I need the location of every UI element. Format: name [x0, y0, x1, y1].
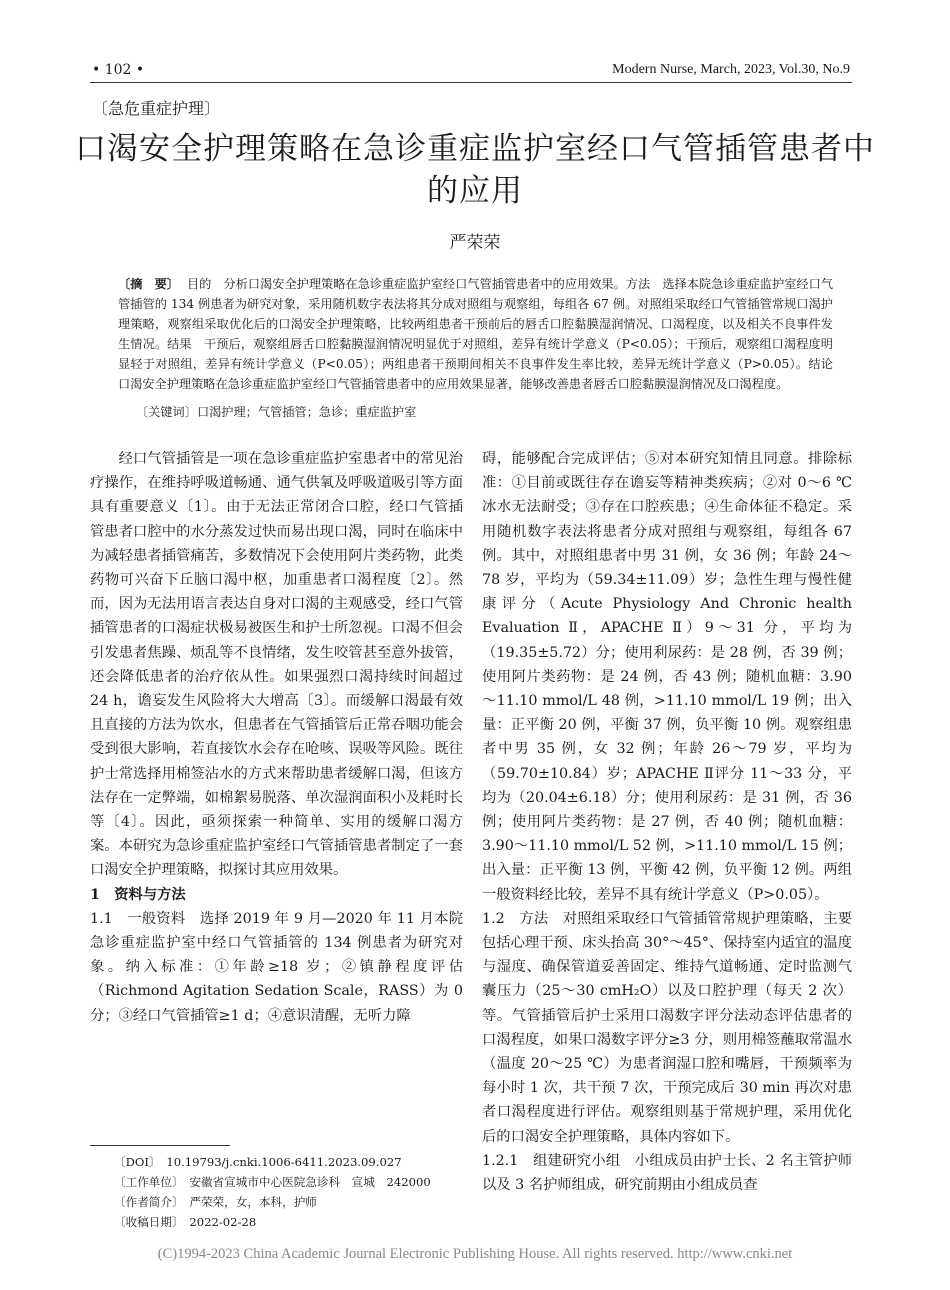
journal-header: Modern Nurse, March, 2023, Vol.30, No.9 [612, 62, 850, 77]
section-tag: 〔急危重症护理〕 [92, 99, 221, 118]
intro-paragraph: 经口气管插管是一项在急诊重症监护室患者中的常见治疗操作，在维持呼吸道畅通、通气供氧及呼吸道吸引等方面具有重要意义〔1〕。由于无法正常闭合口腔，经口气管插管患者口腔中的水分蒸发过快而易出现口渴，同时在临床中为减轻患者插管痛苦，多数情况下会使用阿片类药物，此类药物可兴奋下丘脑口渴中枢，加重患者口渴程度〔2〕。然而，因为无法用语言表达自身对口渴的主观感受，经口气管插管患者的口渴症状极易被医生和护士所忽视。口渴不但会引发患者焦躁、烦乱等不良情绪，发生咬管甚至意外拔管，还会降低患者的治疗依从性。如果强烈口渴持续时间超过 24 h，谵妄发生风险将大大增高〔3〕。而缓解口渴最有效且直接的方法为饮水，但患者在气管插管后正常吞咽功能会受到很大影响，若直接饮水会存在呛咳、误吸等风险。既往护士常选择用棉签沾水的方式来帮助患者缓解口渴，但该方法存在一定弊端，如棉絮易脱落、单次湿润面积小及耗时长等〔4〕。因此，亟须探索一种简单、实用的缓解口渴方案。本研究为急诊重症监护室经口气管插管患者制定了一套口渴安全护理策略，拟探讨其应用效果。 [90, 451, 463, 879]
keywords [136, 402, 836, 422]
header-rule [90, 82, 852, 83]
page-number: • 102 • [92, 62, 145, 78]
section-heading-1: 1 资料与方法 [90, 886, 186, 903]
footnote-affiliation: 〔工作单位〕 安徽省宣城市中心医院急诊科 宣城 242000 [114, 1175, 431, 1189]
keywords-text: 口渴护理；气管插管；急诊；重症监护室 [196, 405, 417, 419]
section-1-1: 1.1 一般资料 选择 2019 年 9 月—2020 年 11 月本院急诊重症监护室中经口气管插管的 134 例患者为研究对象。纳入标准：①年龄≥18 岁；②镇静程度评估（Richmond Agitation Sedation Scale，RASS）为 0 分；③经口气管插管≥1 d；④意识清醒，无听力障 [90, 910, 463, 1024]
section-1-2-1: 1.2.1 组建研究小组 小组成员由护士长、2 名主管护师以及 3 名护师组成，研究前期由小组成员查 [482, 1152, 852, 1194]
continued-paragraph: 碍，能够配合完成评估；⑤对本研究知情且同意。排除标准：①目前或既往存在谵妄等精神类疾病；②对 0～6 ℃冰水无法耐受；③存在口腔疾患；④生命体征不稳定。采用随机数字表法将患者分成对照组与观察组，每组各 67 例。其中，对照组患者中男 31 例，女 36 例；年龄 24～78 岁，平均为（59.34±11.09）岁；急性生理与慢性健康评分（Acute Physiology And Chronic health Evaluation Ⅱ，APACHE Ⅱ）9～31 分，平均为（19.35±5.72）分；使用利尿药：是 28 例，否 39 例；使用阿片类药物：是 24 例，否 43 例；随机血糖：3.90～11.10 mmol/L 48 例，>11.10 mmol/L 19 例；出入量：正平衡 20 例，平衡 37 例，负平衡 10 例。观察组患者中男 35 例，女 32 例；年龄 26～79 岁，平均为（59.70±10.84）岁；APACHE Ⅱ评分 11～33 分，平均为（20.04±6.18）分；使用利尿药：是 31 例，否 36 例；使用阿片类药物：是 27 例，否 40 例；随机血糖：3.90～11.10 mmol/L 52 例，>11.10 mmol/L 15 例；出入量：正平衡 13 例，平衡 42 例，负平衡 12 例。两组一般资料经比较，差异不具有统计学意义（P>0.05）。 [482, 451, 853, 903]
footnote-doi: 〔DOI〕 10.19793/j.cnki.1006-6411.2023.09.027 [114, 1155, 402, 1169]
footnote-received-date: 〔收稿日期〕 2022-02-28 [114, 1215, 257, 1229]
author: 严荣荣 [449, 233, 501, 253]
article-title: 口渴安全护理策略在急诊重症监护室经口气管插管患者中的应用 [75, 131, 875, 209]
footnotes [114, 1152, 454, 1232]
copyright-watermark: (C)1994-2023 China Academic Journal Electronic Publishing House. All rights reserved. http://www.cnki.net [157, 1246, 793, 1262]
section-1-2: 1.2 方法 对照组采取经口气管插管常规护理策略，主要包括心理干预、床头抬高 30°～45°、保持室内适宜的温度与湿度、确保管道妥善固定、维持气道畅通、定时监测气囊压力（25～30 cmH₂O）以及口腔护理（每天 2 次）等。气管插管后护士采用口渴数字评分法动态评估患者的口渴程度，如果口渴数字评分≥3 分，则用棉签蘸取常温水（温度 20～25 ℃）为患者润湿口腔和嘴唇，干预频率为每小时 1 次，共干预 7 次，干预完成后 30 min 再次对患者口渴程度进行评估。观察组则基于常规护理，采用优化后的口渴安全护理策略，具体内容如下。 [482, 910, 852, 1145]
keywords-label: 〔关键词〕 [136, 405, 197, 419]
body-column-right [482, 447, 852, 1197]
abstract [118, 274, 846, 394]
body-column-left [90, 447, 463, 1028]
abstract-text: 目的 分析口渴安全护理策略在急诊重症监护室经口气管插管患者中的应用效果。方法 选择本院急诊重症监护室经口气管插管的 134 例患者为研究对象，采用随机数字表法将其分成对照组与观察组，每组各 67 例。对照组采取经口气管插管常规口渴护理策略，观察组采取优化后的口渴安全护理策略，比较两组患者干预前后的唇舌口腔黏膜湿润情况、口渴程度，以及相关不良事件发生情况。结果 干预后，观察组唇舌口腔黏膜湿润情况明显优于对照组，差异有统计学意义（P<0.05）；干预后，观察组口渴程度明显轻于对照组，差异有统计学意义（P<0.05）；两组患者干预期间相关不良事件发生率比较，差异无统计学意义（P>0.05）。结论 口渴安全护理策略在急诊重症监护室经口气管插管患者中的应用效果显著，能够改善患者唇舌口腔黏膜湿润情况及口渴程度。 [118, 277, 846, 391]
footnote-author-bio: 〔作者简介〕 严荣荣，女，本科，护师 [114, 1195, 317, 1209]
abstract-label: 〔摘 要〕 [118, 277, 179, 291]
footnote-rule [90, 1145, 230, 1146]
